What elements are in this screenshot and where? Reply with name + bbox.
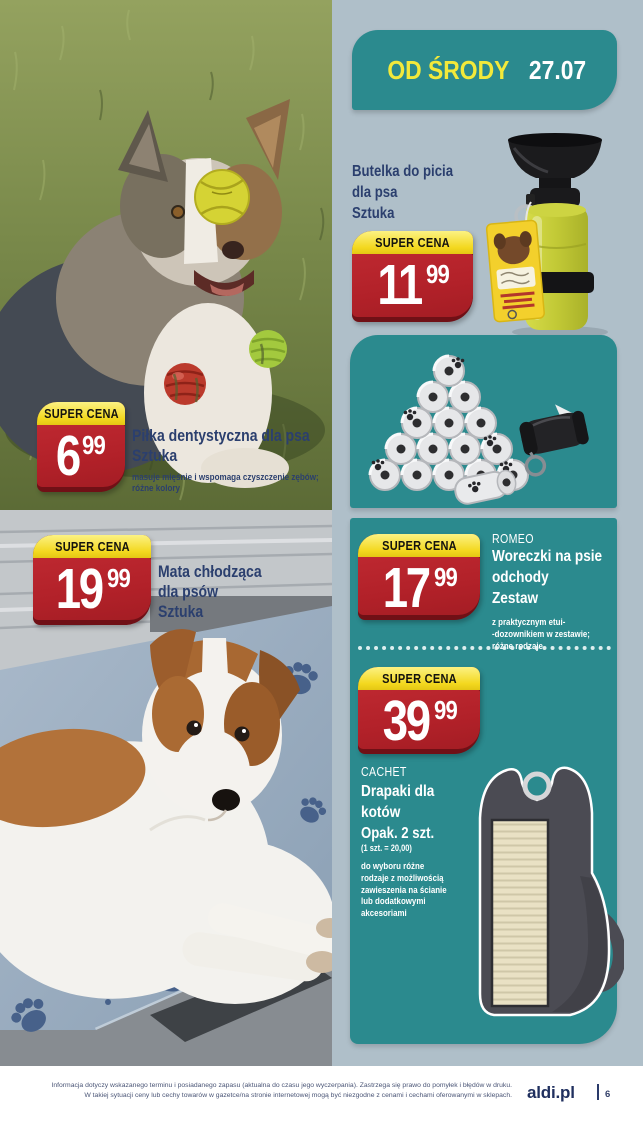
super-cena-badge-bottle	[352, 231, 473, 322]
cat-scratcher-illustration	[452, 758, 624, 1036]
bags-photo-card	[350, 335, 617, 508]
photo-dog-with-ball	[0, 0, 332, 510]
sisal-panel	[492, 820, 548, 1006]
price-mat: 19 99	[33, 558, 151, 620]
price-bottle: 11 99	[352, 254, 473, 317]
scratcher-product-info: CACHET Drapaki dla kotów Opak. 2 szt. (1 szt. = 20,00) do wyboru różne rodzaje z możliwością zawieszenia na ścianie lub dodatkowymi akcesoriami	[361, 765, 456, 920]
super-cena-badge-scratcher	[358, 667, 480, 754]
bottle-bowl-top	[508, 133, 602, 178]
hanging-ring	[525, 774, 549, 798]
banner-prefix-label: OD ŚRODY	[387, 54, 510, 85]
green-ball	[249, 330, 287, 368]
aldi-site-link[interactable]: aldi.pl	[527, 1083, 575, 1102]
dog-bottle-illustration	[468, 126, 623, 338]
unit-price: (1 szt. = 20,00)	[361, 843, 412, 853]
price-ball: 6 99	[37, 425, 125, 487]
legal-text-line1: Informacja dotyczy wskazanego terminu i posiadanego zapasu (aktualna do czasu jego wyczerpania). Zastrzega się prawo do pomyłek i błędów w druku.	[51, 1082, 512, 1089]
ball-product-info	[132, 426, 332, 494]
super-cena-badge-mat	[33, 535, 151, 625]
product-title: Piłka dentystyczna dla psa	[132, 427, 310, 445]
footer	[0, 1066, 643, 1123]
bottle-product-info: Butelka do picia dla psa Sztuka	[352, 163, 454, 222]
super-cena-badge-bags	[358, 534, 480, 620]
bottle-hang-tag	[486, 220, 544, 322]
super-cena-label: SUPER CENA	[352, 231, 473, 254]
yellow-dental-ball	[195, 170, 249, 224]
waste-bags-illustration	[350, 335, 617, 508]
brand-label: CACHET	[361, 765, 407, 779]
brand-label: ROMEO	[492, 532, 534, 546]
mat-product-info: Mata chłodząca dla psów Sztuka	[158, 563, 262, 621]
super-cena-label: SUPER CENA	[358, 667, 480, 690]
footer-divider	[597, 1084, 599, 1100]
dispenser-carabiner	[525, 455, 546, 476]
product-description: z praktycznym etui- -dozownikiem w zestawie; różne rodzaje	[492, 617, 590, 651]
banner-date-label: 27.07	[528, 54, 586, 85]
price-bags: 17 99	[358, 557, 480, 615]
red-ball	[164, 363, 206, 405]
promo-date-banner	[352, 30, 617, 110]
legal-text	[42, 1081, 512, 1101]
cat-scratcher-photo	[452, 758, 624, 1036]
bag-dispenser	[515, 399, 594, 477]
product-subtitle: Sztuka	[132, 447, 178, 465]
super-cena-label: SUPER CENA	[358, 534, 480, 557]
photo-dog-on-mat	[0, 510, 332, 1066]
page-number: 6	[605, 1089, 611, 1100]
bottle-photo	[468, 126, 623, 338]
bags-product-info: ROMEO Woreczki na psie odchody Zestaw z praktycznym etui- -dozownikiem w zestawie; różne rodzaje	[492, 532, 622, 652]
dotted-separator	[358, 646, 611, 650]
legal-text-line2: W takiej sytuacji ceny lub cechy towarów w gazetce/na stronie internetowej mogą być niezgodne z cenami i cechami oferowanymi w sklepach.	[84, 1091, 512, 1099]
pack-size: Opak. 2 szt.	[361, 825, 435, 842]
product-description: do wyboru różne rodzaje z możliwością zawieszenia na ścianie lub dodatkowymi akcesoriami	[361, 861, 447, 919]
price-scratcher: 39 99	[358, 690, 480, 749]
super-cena-label: SUPER CENA	[33, 535, 151, 558]
product-description: masuje mięśnie i wspomaga czyszczenie zębów; różne kolory	[132, 472, 319, 494]
super-cena-label: SUPER CENA	[37, 402, 125, 425]
super-cena-badge-ball	[37, 402, 125, 492]
